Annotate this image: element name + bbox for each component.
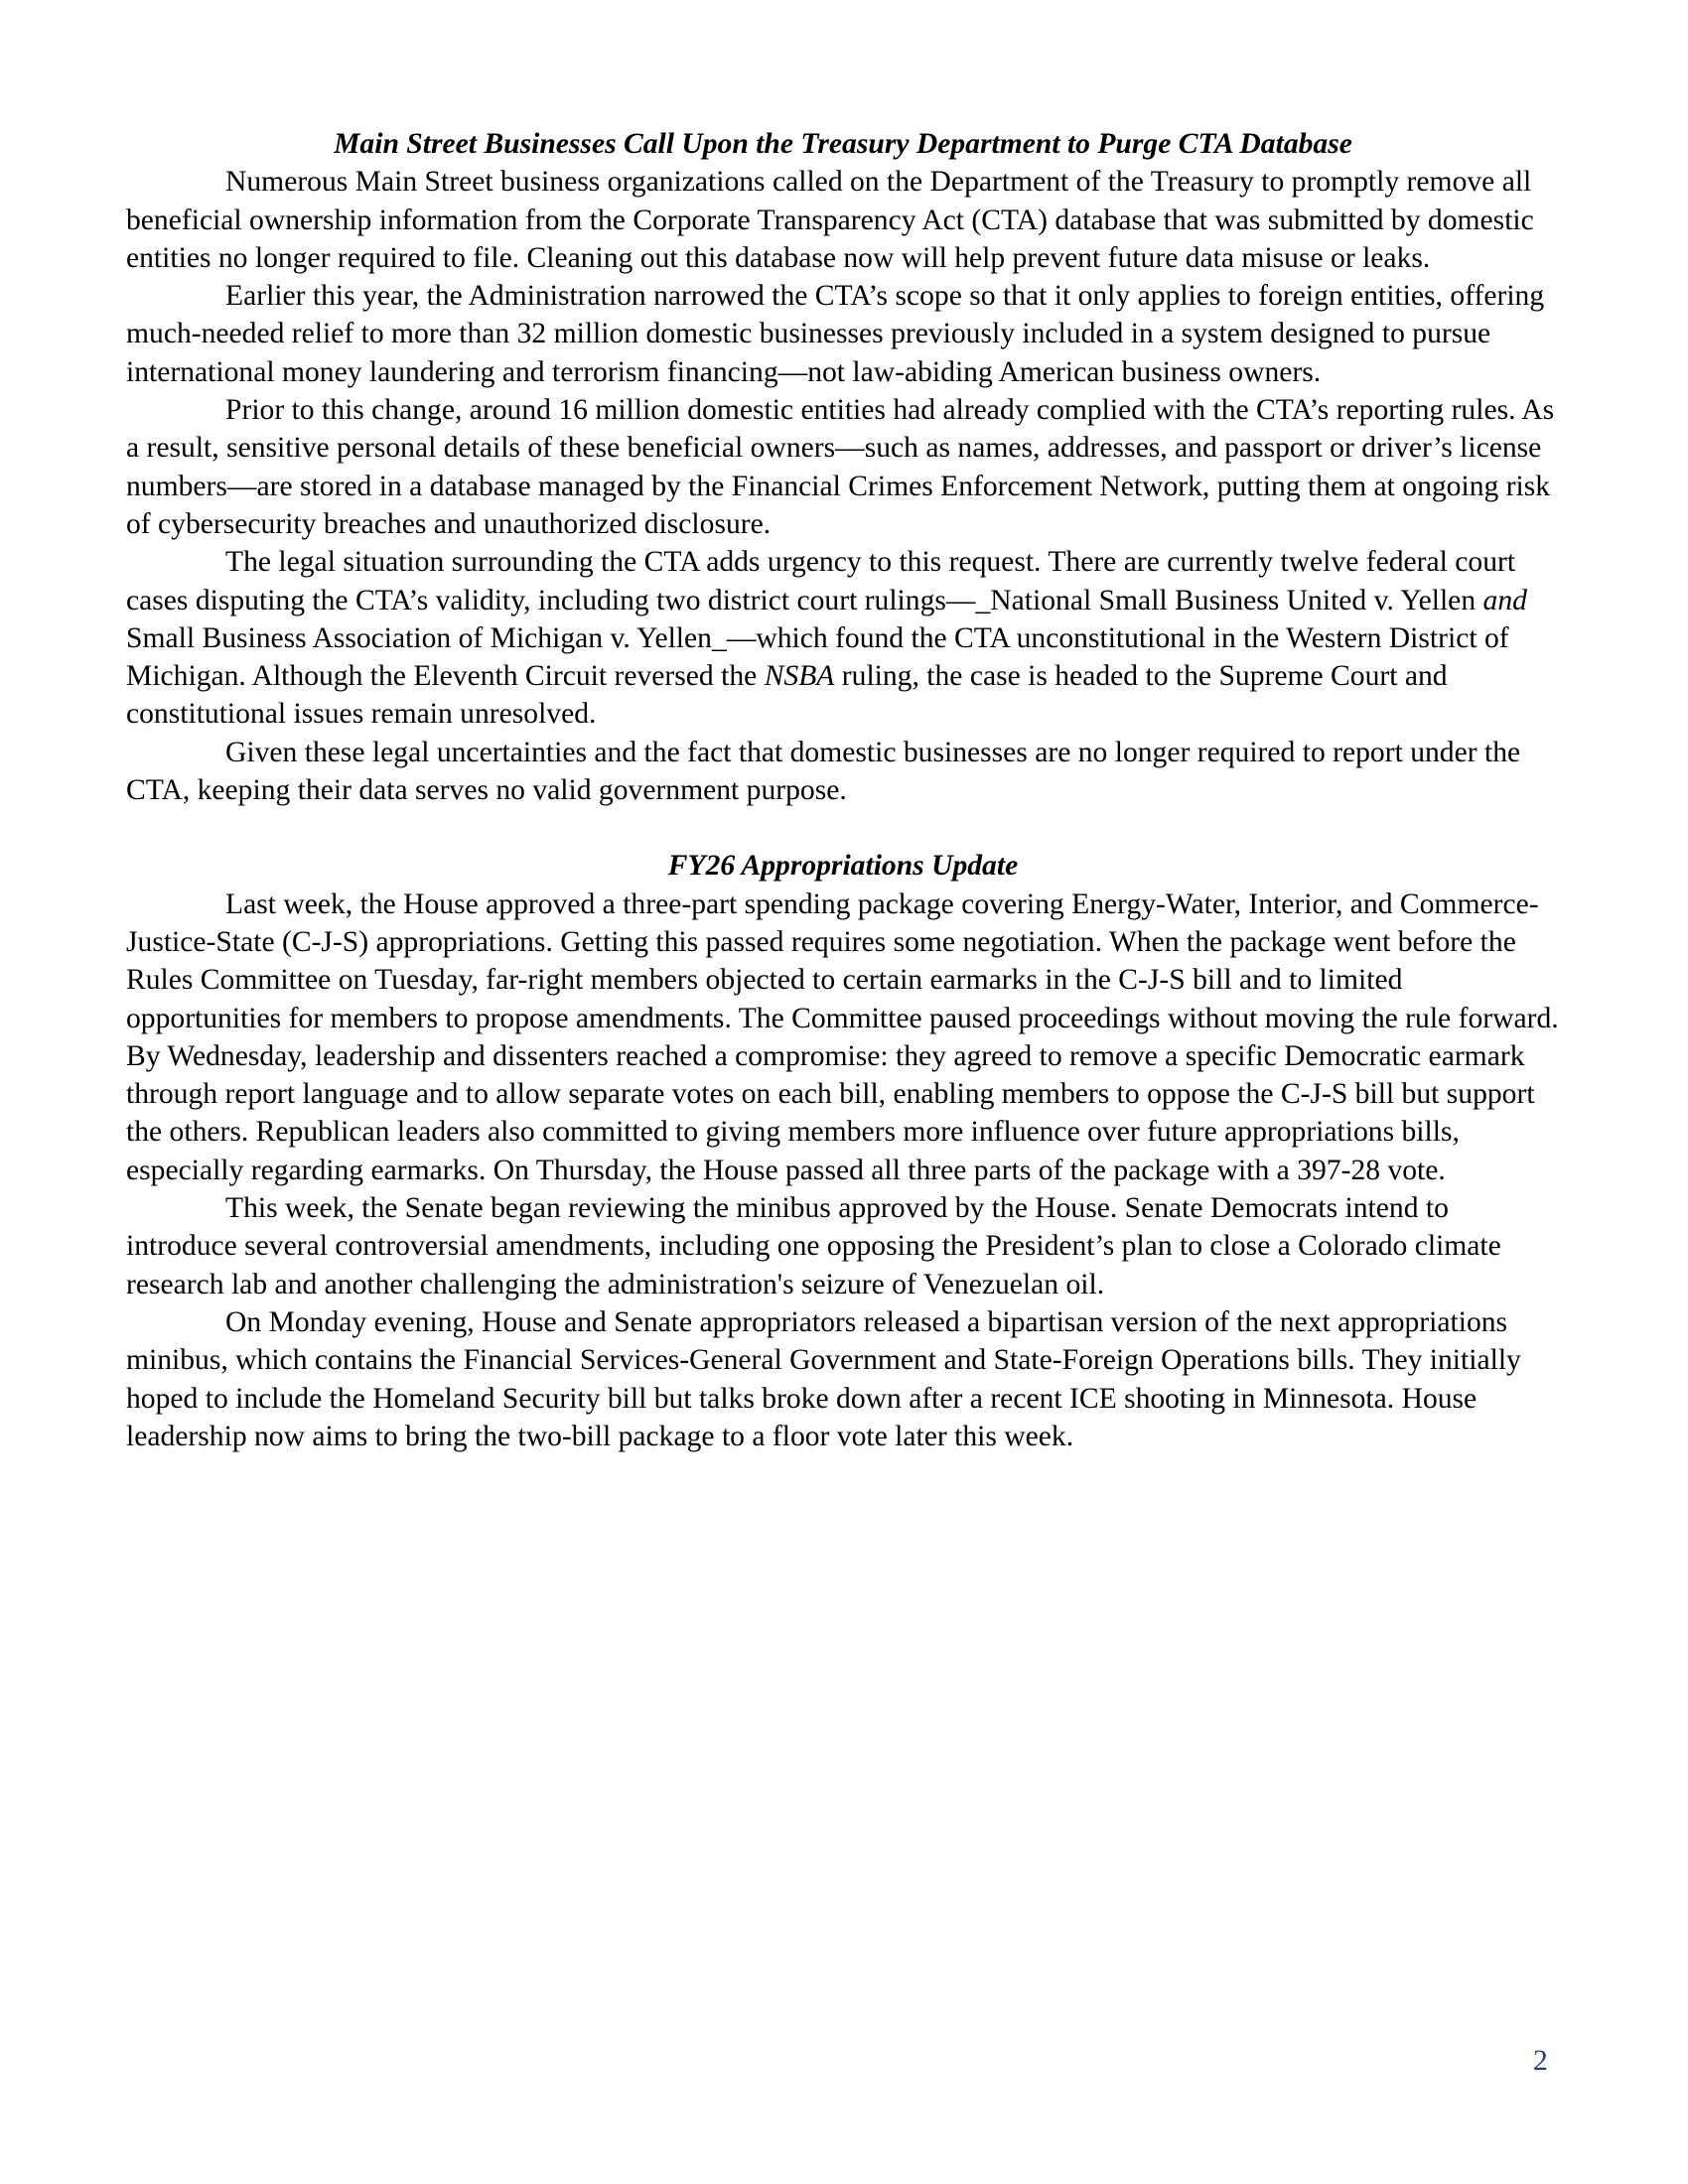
legal-text-part2: Small Business Association of Michigan v. Yellen_—which found the CTA unconstitutional in the Western District of Michigan. Although the Eleventh Circuit reversed the	[126, 621, 1509, 693]
paragraph: Prior to this change, around 16 million domestic entities had already complied with the CTA’s reporting rules. As a result, sensitive personal details of these beneficial owners—such as names, addresses, and passport or driver’s license numbers—are stored in a database managed by the Financial Crimes Enforcement Network, putting them at ongoing risk of cybersecurity breaches and unauthorized disclosure.	[126, 394, 1555, 540]
section-heading-cta: Main Street Businesses Call Upon the Treasury Department to Purge CTA Database	[334, 128, 1352, 160]
document-page	[126, 125, 1560, 1455]
paragraph: On Monday evening, House and Senate appropriators released a bipartisan version of the next appropriations minibus, which contains the Financial Services-General Government and State-Foreign Operations bills. They initially hoped to include the Homeland Security bill but talks broke down after a recent ICE shooting in Minnesota. House leadership now aims to bring the two-bill package to a floor vote later this week.	[126, 1305, 1521, 1452]
paragraph: Last week, the House approved a three-part spending package covering Energy-Water, Interior, and Commerce-Justice-State (C-J-S) appropriations. Getting this passed requires some negotiation. When the package went before the Rules Committee on Tuesday, far-right members objected to certain earmarks in the C-J-S bill and to limited opportunities for members to propose amendments. The Committee paused proceedings without moving the rule forward. By Wednesday, leadership and dissenters reached a compromise: they agreed to remove a specific Democratic earmark through report language and to allow separate votes on each bill, enabling members to oppose the C-J-S bill but support the others. Republican leaders also committed to giving members more influence over future appropriations bills, especially regarding earmarks. On Thursday, the House passed all three parts of the package with a 397-28 vote.	[126, 887, 1559, 1186]
paragraph: Given these legal uncertainties and the fact that domestic businesses are no longer required to report under the CTA, keeping their data serves no valid government purpose.	[126, 736, 1521, 807]
legal-text-italic-nsba: NSBA	[764, 660, 835, 693]
legal-text-part1: The legal situation surrounding the CTA adds urgency to this request. There are currently twelve federal court cases disputing the CTA’s validity, including two district court rulings—_National Small Business United v. Yellen	[126, 546, 1516, 616]
page-number: 2	[1533, 2045, 1548, 2077]
paragraph-legal	[126, 543, 1560, 733]
section-heading-appropriations: FY26 Appropriations Update	[667, 850, 1019, 883]
legal-text-italic-and: and	[1482, 584, 1527, 616]
legal-text-part3: ruling, the case is headed to the Supreme Court and constitutional issues remain unresolved.	[126, 660, 1448, 731]
paragraph: Earlier this year, the Administration narrowed the CTA’s scope so that it only applies to foreign entities, offering much-needed relief to more than 32 million domestic businesses previously included in a system designed to pursue international money laundering and terrorism financing—not law-abiding American business owners.	[126, 280, 1545, 388]
paragraph: This week, the Senate began reviewing the minibus approved by the House. Senate Democrats intend to introduce several controversial amendments, including one opposing the President’s plan to close a Colorado climate research lab and another challenging the administration's seizure of Venezuelan oil.	[126, 1192, 1501, 1300]
section-appropriations	[126, 847, 1560, 1455]
paragraph: Numerous Main Street business organizations called on the Department of the Treasury to promptly remove all beneficial ownership information from the Corporate Transparency Act (CTA) database that was submitted by domestic entities no longer required to file. Cleaning out this database now will help prevent future data misuse or leaks.	[126, 166, 1534, 274]
section-spacer	[126, 809, 1560, 847]
section-cta	[126, 125, 1560, 809]
